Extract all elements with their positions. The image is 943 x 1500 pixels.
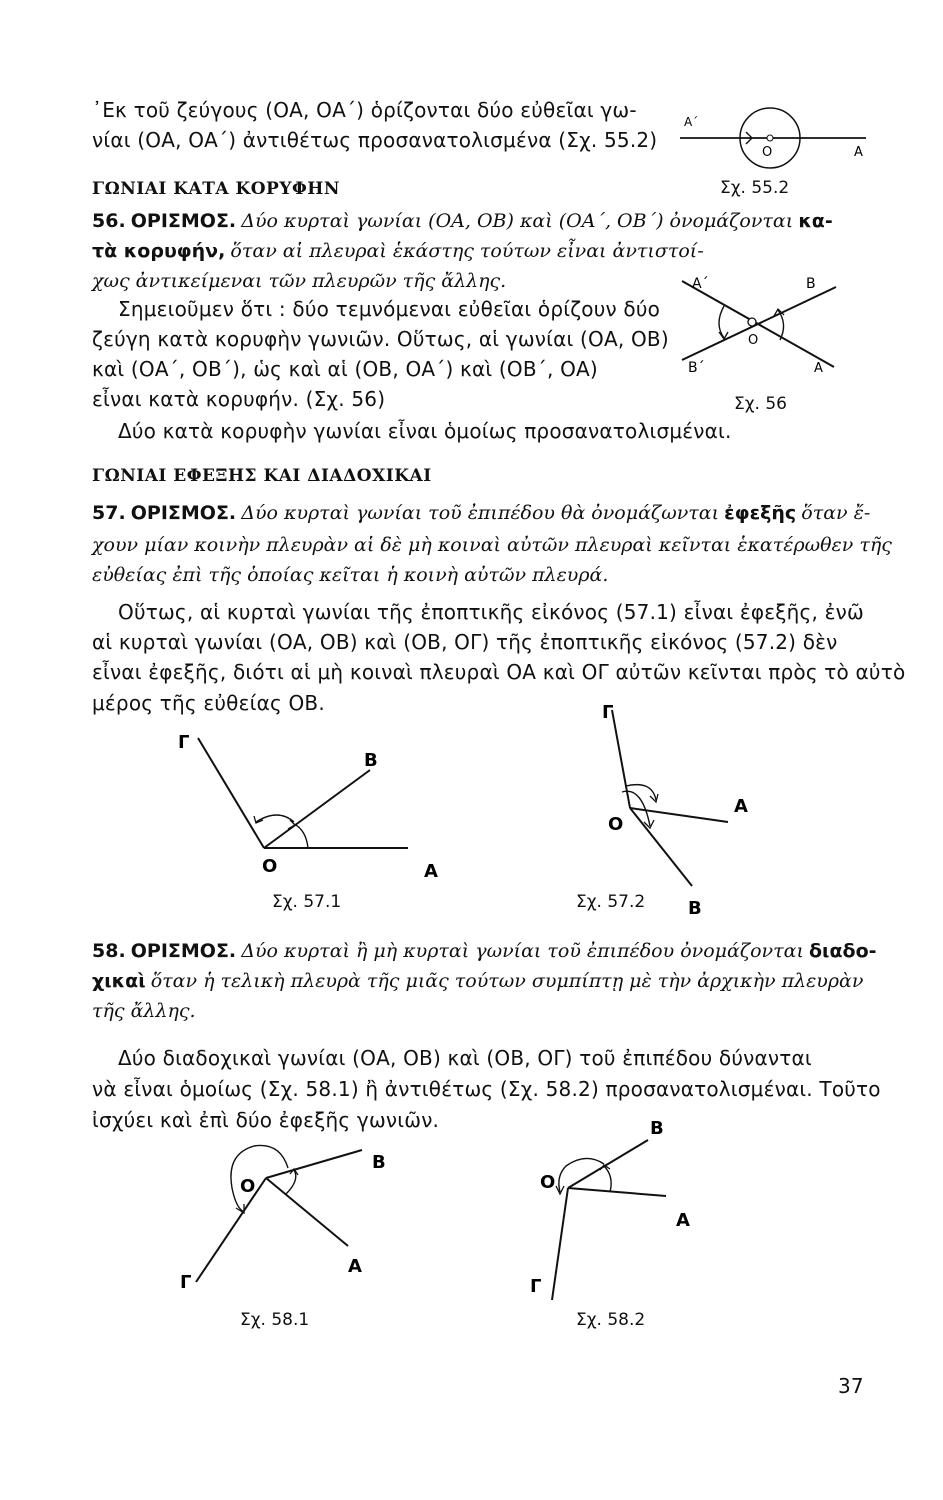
def-text: Δύο κυρταὶ ἢ μὴ κυρταὶ γωνίαι τοῦ ἐπιπέδου ὀνομάζονται: [241, 940, 804, 962]
ray-ob: [630, 808, 692, 886]
label-a: Α: [814, 361, 823, 376]
label-o: Ο: [748, 333, 759, 348]
label-g: Γ: [530, 1276, 542, 1297]
definition-line: χουν μίαν κοινὴν πλευρὰν αἱ δὲ μὴ κοιναὶ αὐτῶν πλευραὶ κεῖνται ἑκατέρωθεν τῆς: [92, 534, 892, 556]
text-line: καὶ (ΟΑ΄, ΟΒ΄), ὡς καὶ αἱ (ΟΒ, ΟΑ΄) καὶ (ΟΒ΄, ΟΑ): [92, 357, 598, 381]
ray-og: [198, 738, 264, 848]
angle-arc: [604, 1166, 611, 1192]
def-term: τὰ κορυφήν,: [92, 240, 226, 262]
label-b: Β: [688, 898, 702, 919]
definition-line: [92, 970, 863, 992]
def-term: κα-: [798, 210, 833, 232]
label-a: Α: [676, 1210, 690, 1231]
ray-oa: [266, 1178, 348, 1246]
def-term: διαδο-: [809, 940, 877, 962]
label-o: Ο: [608, 814, 624, 835]
def-text: ὅταν ἔ-: [801, 502, 871, 524]
label-b: Β: [806, 276, 816, 292]
def-title: ΟΡΙΣΜΟΣ.: [130, 210, 237, 232]
caption: Σχ. 58.2: [576, 1310, 646, 1330]
figure-58-1: [176, 1138, 406, 1298]
text-line: εἶναι κατὰ κορυφήν. (Σχ. 56): [92, 387, 386, 411]
angle-arc: [559, 1158, 604, 1192]
text-line: Οὕτως, αἱ κυρταὶ γωνίαι τῆς ἐποπτικῆς εἰκόνος (57.1) εἶναι ἐφεξῆς, ἐνῶ: [118, 600, 864, 624]
label-a: Α: [854, 145, 863, 160]
ray-og: [612, 710, 630, 808]
ray-og: [196, 1178, 266, 1282]
point-o: [767, 135, 773, 141]
text-line: ᾿Εκ τοῦ ζεύγους (ΟΑ, ΟΑ΄) ὁρίζονται δύο εὐθεῖαι γω-: [92, 98, 637, 122]
text-line: εἶναι ἐφεξῆς, διότι αἱ μὴ κοιναὶ πλευραὶ ΟΑ καὶ ΟΓ αὐτῶν κεῖνται πρὸς τὸ αὐτὸ: [92, 660, 906, 684]
label-bprime: Β΄: [688, 360, 705, 376]
def-text: Δύο κυρταὶ γωνίαι (ΟΑ, ΟΒ) καὶ (ΟΑ΄, ΟΒ΄) ὀνομάζονται: [241, 210, 794, 232]
def-number: 56.: [92, 210, 126, 232]
text-line: νὰ εἶναι ὁμοίως (Σχ. 58.1) ἢ ἀντιθέτως (Σχ. 58.2) προσανατολισμέναι. Τοῦτο: [92, 1077, 881, 1101]
label-aprime: Α΄: [684, 115, 699, 129]
text-line: αἱ κυρταὶ γωνίαι (ΟΑ, ΟΒ) καὶ (ΟΒ, ΟΓ) τῆς ἐποπτικῆς εἰκόνος (57.2) δὲν: [92, 630, 838, 654]
ray-oa: [568, 1188, 666, 1196]
definition-line: [92, 240, 704, 262]
definition-line: εὐθείας ἐπὶ τῆς ὁποίας κεῖται ἡ κοινὴ αὐτῶν πλευρά.: [92, 564, 609, 586]
def-title: ΟΡΙΣΜΟΣ.: [130, 502, 237, 524]
ray-oa: [630, 808, 728, 822]
caption: Σχ. 56: [734, 394, 788, 414]
def-title: ΟΡΙΣΜΟΣ.: [130, 940, 237, 962]
def-term: ἐφεξῆς: [724, 502, 797, 524]
text-line: Δύο κατὰ κορυφὴν γωνίαι εἶναι ὁμοίως προσανατολισμέναι.: [118, 419, 732, 443]
text-line: ζεύγη κατὰ κορυφὴν γωνιῶν. Οὕτως, αἱ γωνίαι (ΟΑ, ΟΒ): [92, 327, 669, 351]
def-number: 58.: [92, 940, 126, 962]
caption: Σχ. 57.1: [272, 892, 342, 912]
def-term: χικαὶ: [92, 970, 146, 992]
def-text: Δύο κυρταὶ γωνίαι τοῦ ἐπιπέδου θὰ ὀνομάζωνται: [241, 502, 720, 524]
text-line: νίαι (ΟΑ, ΟΑ΄) ἀντιθέτως προσανατολισμένα (Σχ. 55.2): [92, 128, 658, 152]
label-g: Γ: [178, 732, 190, 753]
definition-line: τῆς ἄλλης.: [92, 1000, 196, 1022]
point-o: [748, 318, 756, 326]
section-heading: ΓΩΝΙΑΙ ΕΦΕΞΗΣ ΚΑΙ ΔΙΑΔΟΧΙΚΑΙ: [92, 466, 432, 486]
section-heading: ΓΩΝΙΑΙ ΚΑΤΑ ΚΟΡΥΦΗΝ: [92, 179, 340, 199]
figure-56: [672, 266, 872, 386]
label-g: Γ: [180, 1272, 192, 1293]
definition-line: [92, 502, 870, 524]
label-o: Ο: [540, 1172, 556, 1193]
figure-57-1: [170, 722, 460, 892]
label-aprime: Α΄: [692, 276, 709, 292]
label-a: Α: [348, 1256, 362, 1277]
figure-58-2: [526, 1108, 706, 1308]
text-line: Σημειοῦμεν ὅτι : δύο τεμνόμεναι εὐθεῖαι ὁρίζουν δύο: [118, 297, 661, 321]
label-b: Β: [650, 1118, 664, 1139]
def-number: 57.: [92, 502, 126, 524]
label-o: Ο: [240, 1176, 256, 1197]
label-b: Β: [372, 1152, 386, 1173]
label-a: Α: [734, 796, 748, 817]
caption: Σχ. 58.1: [240, 1310, 310, 1330]
label-g: Γ: [602, 702, 614, 723]
definition-line: χως ἀντικείμεναι τῶν πλευρῶν τῆς ἄλλης.: [92, 270, 507, 292]
label-a: Α: [424, 861, 438, 882]
label-o: Ο: [762, 145, 773, 160]
caption: Σχ. 57.2: [576, 892, 646, 912]
text-line: μέρος τῆς εὐθείας ΟΒ.: [92, 691, 325, 715]
caption: Σχ. 55.2: [720, 178, 790, 198]
page-number: 37: [838, 1374, 864, 1398]
text-line: ἰσχύει καὶ ἐπὶ δύο ἐφεξῆς γωνιῶν.: [92, 1108, 440, 1132]
definition-line: [92, 210, 833, 232]
text-line: Δύο διαδοχικαὶ γωνίαι (ΟΑ, ΟΒ) καὶ (ΟΒ, ΟΓ) τοῦ ἐπιπέδου δύνανται: [118, 1046, 812, 1070]
def-text: ὅταν αἱ πλευραὶ ἑκάστης τούτων εἶναι ἀντιστοί-: [230, 240, 704, 262]
label-o: Ο: [262, 856, 278, 877]
definition-line: [92, 940, 877, 962]
ray-og: [552, 1188, 568, 1300]
line-bprime-b: [682, 287, 836, 360]
angle-arc: [294, 824, 308, 848]
ray-ob: [568, 1140, 648, 1188]
def-text: ὅταν ἡ τελικὴ πλευρὰ τῆς μιᾶς τούτων συμπίπτῃ μὲ τὴν ἀρχικὴν πλευρὰν: [150, 970, 864, 992]
ray-ob: [264, 770, 370, 848]
label-b: Β: [364, 750, 378, 771]
